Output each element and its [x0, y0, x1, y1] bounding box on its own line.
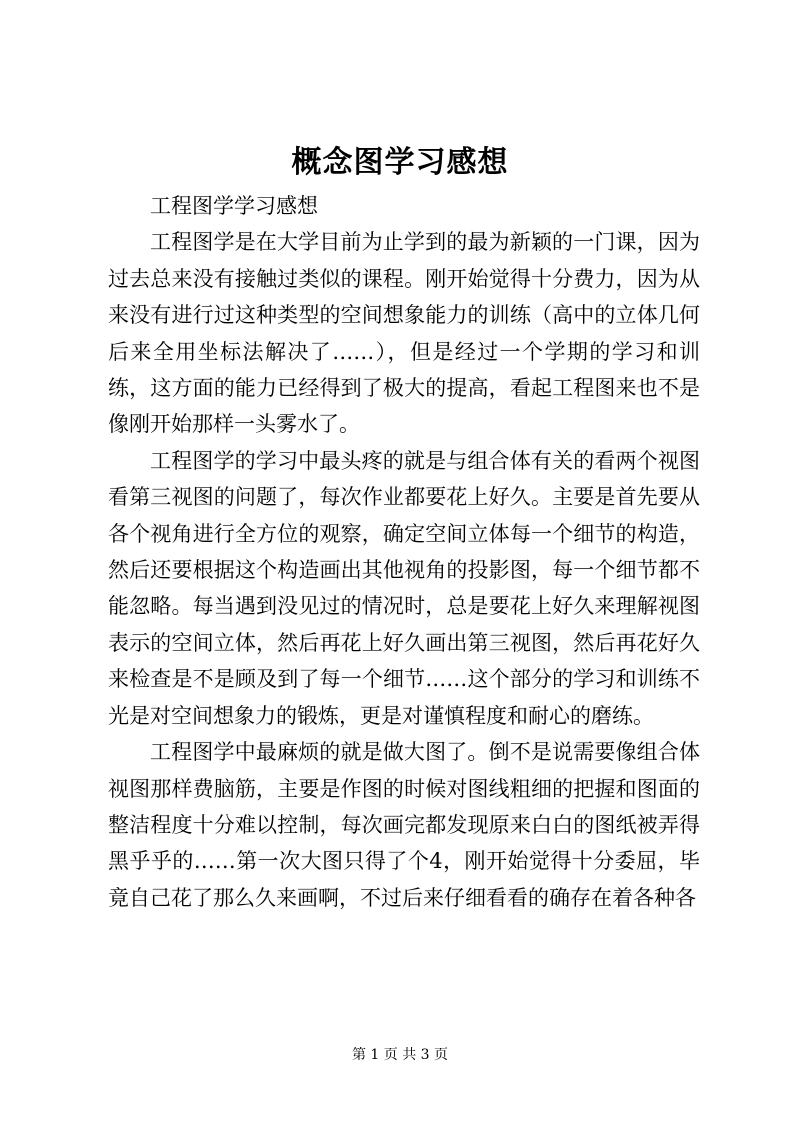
paragraph-2: 工程图学的学习中最头疼的就是与组合体有关的看两个视图看第三视图的问题了，每次作业都要花上好久。主要是首先要从各个视角进行全方位的观察，确定空间立体每一个细节的构造，然后还要根据这个构造画出其他视角的投影图，每一个细节都不能忽略。每当遇到没见过的情况时，总是要花上好久来理解视图表示的空间立体，然后再花上好久画出第三视图，然后再花好久来检查是不是顾及到了每一个细节……这个部分的学习和训练不光是对空间想象力的锻炼，更是对谨慎程度和耐心的磨练。	[108, 448, 700, 728]
document-body	[108, 188, 700, 916]
page-number-label: 第 1 页 共 3 页	[351, 1047, 449, 1063]
paragraph-1: 工程图学是在大学目前为止学到的最为新颖的一门课，因为过去总来没有接触过类似的课程。刚开始觉得十分费力，因为从来没有进行过这种类型的空间想象能力的训练（高中的立体几何后来全用坐标法解决了……），但是经过一个学期的学习和训练，这方面的能力已经得到了极大的提高，看起工程图来也不是像刚开始那样一头雾水了。	[108, 230, 700, 437]
document-title: 概念图学习感想	[291, 145, 509, 180]
page-footer	[0, 1045, 800, 1065]
subtitle-line: 工程图学学习感想	[150, 194, 318, 218]
paragraph-3: 工程图学中最麻烦的就是做大图了。倒不是说需要像组合体视图那样费脑筋，主要是作图的时候对图线粗细的把握和图面的整洁程度十分难以控制，每次画完都发现原来白白的图纸被弄得黑乎乎的……第一次大图只得了个4，刚开始觉得十分委屈，毕竟自己花了那么久来画啊，不过后来仔细看看的确存在着各种各	[108, 740, 700, 910]
